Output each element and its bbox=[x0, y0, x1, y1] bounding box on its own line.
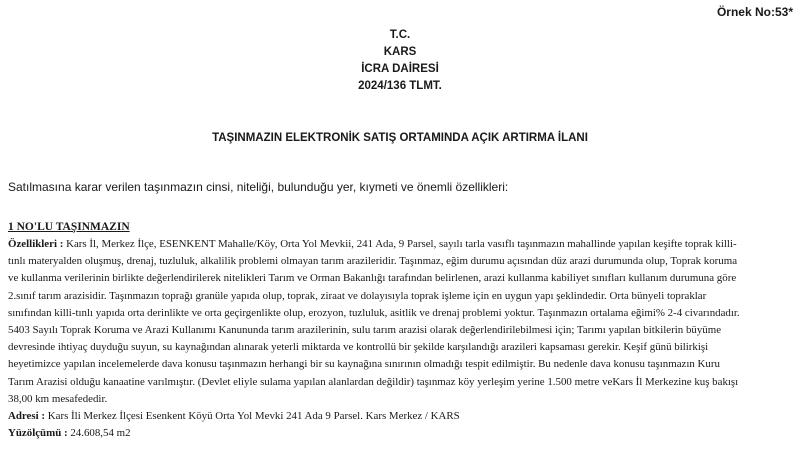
features-line-5: sınıfından killi-tınlı yapıda orta derinlikte ve orta geçirgenlikte olup, erozyon, tuzluluk, asitlik ve drenaj problemi yoktur. Taşınmazın ortalama eğimi% 2-4 civarındadır. bbox=[8, 306, 740, 319]
features-line-9: Tarım Arazisi olduğu kanaatine varılmıştır. (Devlet eliyle sulama yapılan alanlardan değildir) taşınmaz köy yerleşim yerine 1.500 metre veKars İl Merkezine kuş bakışı bbox=[8, 375, 739, 388]
example-number: Örnek No:53* bbox=[716, 5, 793, 19]
header-file-number: 2024/136 TLMT. bbox=[358, 80, 442, 92]
features-label: Özellikleri : bbox=[8, 238, 64, 250]
features-line-3: ve kullanma verilerinin birlikte değerlendirilerek nitelikleri Tarım ve Orman Bakanlığı tarafından belirlenen, arazi kullanma kabiliyet sınıfları kullanım durumuna göre bbox=[8, 272, 737, 285]
address-line bbox=[8, 408, 791, 425]
office-header bbox=[0, 27, 800, 95]
header-city: KARS bbox=[383, 46, 417, 58]
header-republic: T.C. bbox=[389, 29, 411, 41]
property-details bbox=[8, 236, 791, 442]
features-line-4: 2.sınıf tarım arazisidir. Taşınmazın toprağı granüle yapıda olup, toprak, ziraat ve dolayısıyla toprak işleme için en uygun yapı şeklindedir. Orta bünyeli topraklar bbox=[8, 289, 707, 302]
features-text-1: Kars İl, Merkez İlçe, ESENKENT Mahalle/Köy, Orta Yol Mevkii, 241 Ada, 9 Parsel, sayılı tarla vasıflı taşınmazın mahallinde yapılan keşifte toprak killi- bbox=[66, 238, 737, 250]
address-value: Kars İli Merkez İlçesi Esenkent Köyü Orta Yol Mevki 241 Ada 9 Parsel. Kars Merkez / KARS bbox=[47, 410, 460, 423]
intro-text: Satılmasına karar verilen taşınmazın cinsi, niteliği, bulunduğu yer, kıymeti ve önemli özellikleri: bbox=[8, 180, 509, 194]
features-line-7: devresinde ihtiyaç duyduğu suyun, su kaynağından alınarak yeterli miktarda ve kontrollü bir şekilde karşılandığı arazileri kapsaması gerekir. Keşif günü bilirkişi bbox=[8, 341, 709, 354]
features-line-2: tınlı materyalden oluşmuş, drenaj, tuzluluk, alkalilik problemi olmayan tarım arazileridir. Taşınmaz, eğim durumu açısından düz arazi durumunda olup, Toprak koruma bbox=[8, 255, 738, 268]
header-office: İCRA DAİRESİ bbox=[361, 63, 439, 75]
area-label: Yüzölçümü : bbox=[8, 427, 68, 440]
area-value: 24.608,54 m2 bbox=[70, 427, 131, 440]
features-line-8: heyetimizce yapılan incelemelerde dava konusu taşınmazın herhangi bir su kaynağına sınırının olmadığı tespit edilmiştir. Bu nedenle dava konusu taşınmazın Kuru bbox=[8, 358, 720, 371]
address-label: Adresi : bbox=[8, 410, 46, 423]
features-line-1 bbox=[8, 236, 791, 253]
announcement-title: TAŞINMAZIN ELEKTRONİK SATIŞ ORTAMINDA AÇIK ARTIRMA İLANI bbox=[212, 132, 588, 144]
features-line-10: 38,00 km mesafededir. bbox=[8, 392, 108, 405]
area-line bbox=[8, 425, 791, 442]
property-section-title: 1 NO'LU TAŞINMAZIN bbox=[8, 221, 130, 233]
features-line-6: 5403 Sayılı Toprak Koruma ve Arazi Kullanımı Kanununda tarım arazilerinin, sulu tarım arazisi olarak değerlendirilebilmesi için; Tarımı yapılan bitkilerin büyüme bbox=[8, 324, 722, 337]
